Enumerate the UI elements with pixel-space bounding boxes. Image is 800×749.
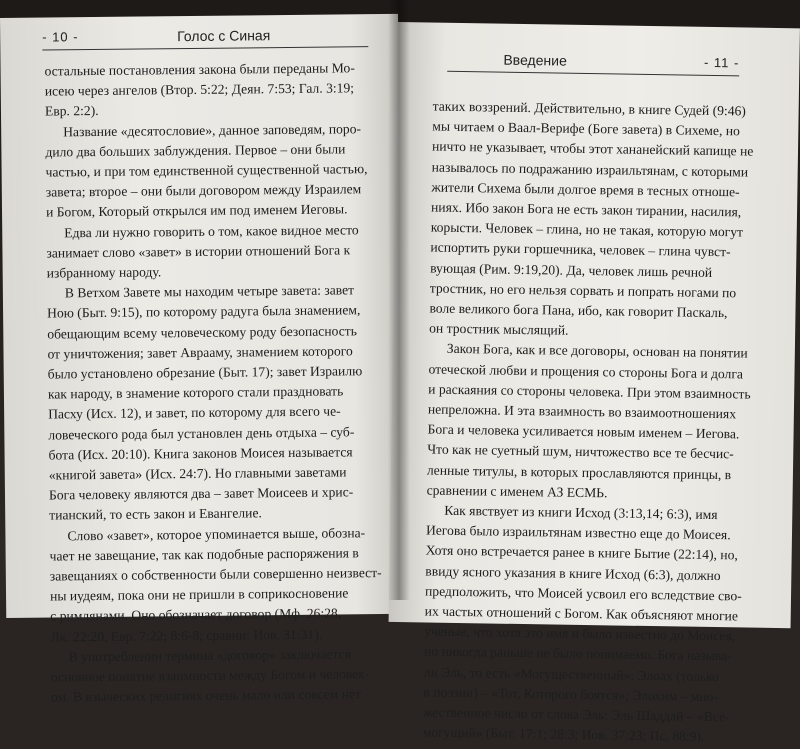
text-line: корысти. Человек – глина, но не такая, которую могут xyxy=(430,219,744,240)
text-line: ничто не указывает, чтобы этот хананейский капище не xyxy=(431,138,754,160)
text-line: частью, и при том единственной существенной частью, xyxy=(45,161,368,180)
text-line: Иегова было израильтянам известно еще до Моисея. xyxy=(425,522,731,543)
text-line: отеческой любви и прощения со стороны Бога и долга xyxy=(428,361,744,382)
text-line: жители Сихема были долгое время в тесных отноше- xyxy=(431,179,740,200)
text-line: ученые, что хотя это имя и было известно до Моисея, xyxy=(424,623,736,644)
text-line: Бога и человека усиливается новым именем – Иегова. xyxy=(427,421,740,442)
text-line: избранному народу. xyxy=(46,264,162,281)
text-line: Лк. 22:20, Евр. 7:22; 8:6-8; сравни: Иов. 31:31). xyxy=(50,626,323,645)
text-line: тростник, но его нельзя сорвать и попрать ногами по xyxy=(429,280,737,301)
text-line: в поэзии) – «Тот, Которого боятся»; Элохим – мно- xyxy=(423,684,719,704)
text-line: сравнении с именем АЗ ЕСМЬ. xyxy=(426,482,608,501)
left-page-header xyxy=(42,26,368,50)
text-line: ом. В языческих религиях очень мало или совсем нет xyxy=(51,686,362,705)
text-line: Как явствует из книги Исход (3:13,14; 6:3), имя xyxy=(444,502,718,523)
text-line: остальные постановления закона были переданы Мо- xyxy=(44,60,355,79)
text-line: и раскаяния со стороны человека. При этом взаимность xyxy=(428,381,751,402)
text-line: тианский, то есть закон и Евангелие. xyxy=(49,505,262,523)
text-line: завещаниях о собственности были совершенно неизвест- xyxy=(49,565,382,584)
text-line: было установлено обрезание (Быт. 17); завет Израилю xyxy=(47,363,363,382)
text-line: непреложна. И эта взаимность во взаимоотношениях xyxy=(427,401,737,422)
text-line: вующая (Рим. 9:19,20). Да, человек лишь речной xyxy=(430,260,713,280)
text-line: обещающим всему человеческому роду безопасность xyxy=(47,322,357,342)
text-line: Название «десятословие», данное заповедям, поро- xyxy=(63,120,362,139)
text-line: Евр. 2:2). xyxy=(44,103,99,119)
text-line: «книгой завета» (Исх. 24:7). Но главными заветами xyxy=(48,464,347,483)
text-line: мы читаем о Ваал-Верифе (Боге завета) в Сихеме, но xyxy=(432,118,740,139)
text-line: чает не завещание, так как подобные распоряжения в xyxy=(49,545,359,564)
right-page xyxy=(389,22,800,745)
left-page-number: - 10 - xyxy=(42,29,79,45)
text-line: их частых отношений с Богом. Как объясняют многие xyxy=(424,603,739,624)
text-line: таких воззрений. Действительно, в книге Судей (9:46) xyxy=(432,98,747,119)
right-page-text xyxy=(422,97,754,748)
text-line: занимает слово «завет» в истории отношений Бога к xyxy=(46,242,351,261)
text-line: воле великого бога Пана, ибо, как говорит Паскаль, xyxy=(429,300,728,321)
text-line: ны иудеям, пока они не пришли в соприкосновение xyxy=(49,585,349,604)
right-page-number: - 11 - xyxy=(703,54,740,71)
text-line: и Богом, Который открылся им под именем Иеговы. xyxy=(45,201,348,220)
text-line: испортить руки горшечника, человек – глина чувст- xyxy=(430,239,731,260)
text-line: называлось по подражанию израильтянам, с которыми xyxy=(431,159,749,180)
text-line: предположить, что Моисей усвоил его вследствие сво- xyxy=(424,583,742,604)
text-line: бота (Исх. 20:10). Книга законов Моисея называется xyxy=(48,444,353,463)
text-line: Закон Бога, как и все договоры, основан на понятии xyxy=(446,341,748,361)
text-line: ниях. Ибо закон Бога не есть закон тирании, насилия, xyxy=(430,199,742,220)
text-line: ли Эль, то есть «Могущественный»; Элоах (только xyxy=(423,664,719,684)
left-page xyxy=(0,14,404,705)
text-line: как народу, в знамение которого стали праздновать xyxy=(47,383,344,402)
text-line: основное понятие взаимности между Богом и человек- xyxy=(50,666,370,685)
text-line: с римлянами. Оно обозначает договор (Мф. 26:28, xyxy=(50,605,342,624)
text-line: исею через ангелов (Втор. 5:22; Деян. 7:53; Гал. 3:19; xyxy=(44,80,355,99)
text-line: завета; второе – они были договором между Израилем xyxy=(45,181,362,200)
left-page-text xyxy=(44,58,381,708)
right-running-title: Введение xyxy=(503,51,567,69)
text-line: могущий» (Быт. 17:1; 28:3; Иов. 37:23; Пс. 88:9). xyxy=(422,724,705,745)
left-running-title: Голос с Синая xyxy=(177,27,271,45)
text-line: Едва ли нужно говорить о том, какое видное место xyxy=(64,221,359,240)
text-line: Бога человеку являются два – завет Моисеев и хрис- xyxy=(48,484,354,503)
text-line: ввиду ясного указания в книге Исход (6:3), должно xyxy=(425,563,721,583)
text-line: но никогда раньше не было понимаемо. Бога называ- xyxy=(423,643,732,664)
text-line: Ною (Быт. 9:15), по которому радуга была знамением, xyxy=(47,302,361,321)
text-line: В Ветхом Завете мы находим четыре завета: завет xyxy=(64,282,355,301)
text-line: дило два больших заблуждения. Первое – они были xyxy=(45,141,346,160)
text-line: Пасху (Исх. 12), и завет, по которому для всего че- xyxy=(48,403,341,422)
text-line: Что как не суетный шум, ничтожество все те бесчис- xyxy=(427,441,734,462)
text-line: Слово «завет», которое упоминается выше, обозна- xyxy=(67,524,366,543)
text-line: Хотя оно встречается ранее в книге Бытие (22:14), но, xyxy=(425,542,738,563)
text-line: ленные титулы, в которых прославляются принцы, в xyxy=(426,462,732,482)
right-page-header xyxy=(447,51,739,77)
text-line: В употреблении термина «договор» заключается xyxy=(68,646,352,665)
text-line: от уничтожения; завет Аврааму, знамением которого xyxy=(47,343,353,362)
text-line: ловеческого рода был установлен день отдыха – суб- xyxy=(48,423,355,443)
text-line: он тростник мыслящий. xyxy=(429,320,569,338)
text-line: жественное число от слова Эль; Эль Шаддай – «Все- xyxy=(423,704,730,725)
